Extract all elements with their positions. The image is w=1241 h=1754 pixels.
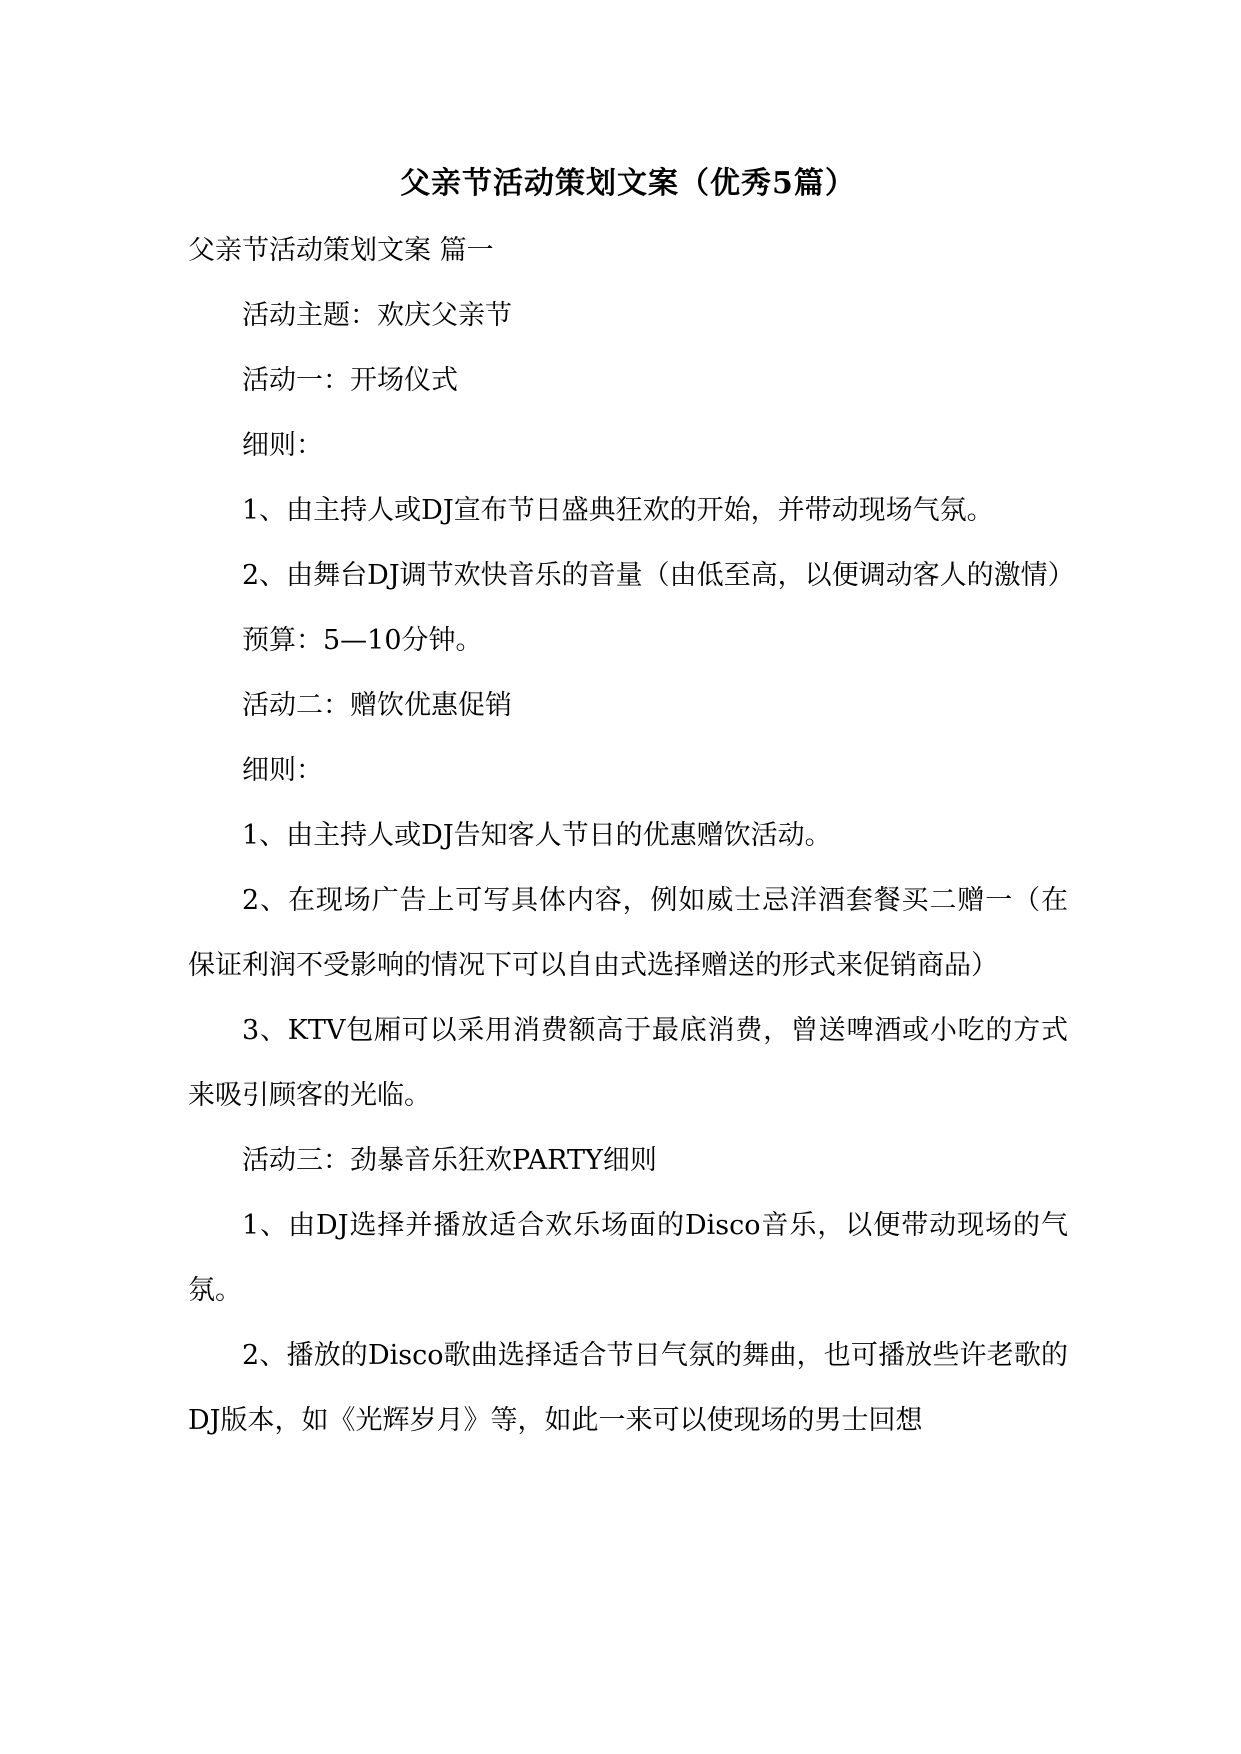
document-page — [188, 162, 1075, 1453]
paragraph-item-2-1: 1、由主持人或DJ告知客人节日的优惠赠饮活动。 — [242, 820, 832, 851]
paragraph-rules-2: 细则： — [242, 755, 323, 786]
document-title: 父亲节活动策划文案（优秀5篇） — [400, 166, 856, 201]
paragraph-activity-two: 活动二：赠饮优惠促销 — [242, 690, 512, 721]
paragraph-activity-one: 活动一：开场仪式 — [242, 365, 458, 396]
section-heading: 父亲节活动策划文案 篇一 — [188, 235, 494, 266]
paragraph-item-3-2: 2、播放的Disco歌曲选择适合节日气氛的舞曲，也可播放些许老歌的DJ版本，如《光辉岁月》等，如此一来可以使现场的男士回想 — [188, 1340, 1068, 1436]
paragraph-item-2-2: 2、在现场广告上可写具体内容，例如威士忌洋酒套餐买二赠一（在保证利润不受影响的情况下可以自由式选择赠送的形式来促销商品） — [188, 885, 1068, 981]
paragraph-item-2-3: 3、KTV包厢可以采用消费额高于最底消费，曾送啤酒或小吃的方式来吸引顾客的光临。 — [188, 1015, 1068, 1111]
paragraph-item-1-2: 2、由舞台DJ调节欢快音乐的音量（由低至高，以便调动客人的激情） — [242, 560, 1075, 591]
paragraph-item-3-1: 1、由DJ选择并播放适合欢乐场面的Disco音乐，以便带动现场的气氛。 — [188, 1210, 1068, 1306]
paragraph-activity-three: 活动三：劲暴音乐狂欢PARTY细则 — [242, 1145, 657, 1176]
paragraph-item-1-1: 1、由主持人或DJ宣布节日盛典狂欢的开始，并带动现场气氛。 — [242, 495, 994, 526]
paragraph-budget: 预算：5—10分钟。 — [242, 625, 483, 656]
paragraph-rules-1: 细则： — [242, 430, 323, 461]
paragraph-theme: 活动主题：欢庆父亲节 — [242, 300, 512, 331]
